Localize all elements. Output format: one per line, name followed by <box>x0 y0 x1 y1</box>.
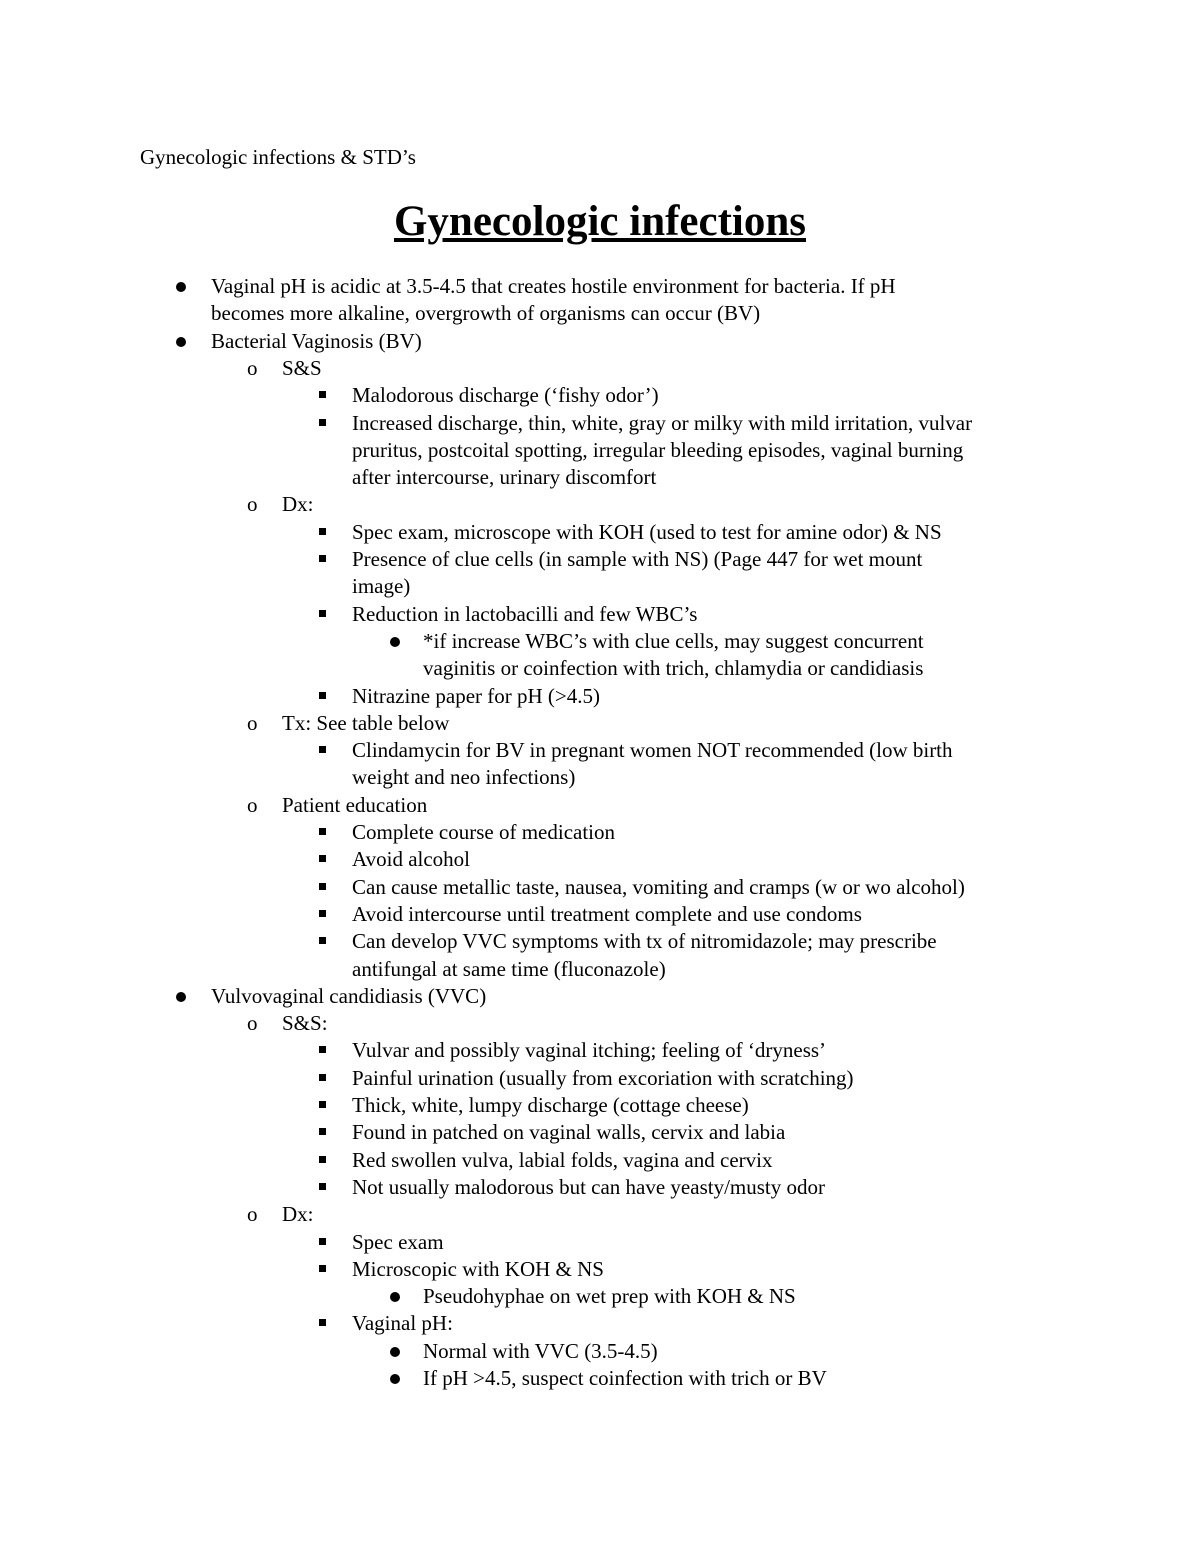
list-item-line <box>0 792 1200 819</box>
list-item-line <box>0 519 1200 546</box>
bullet-square-icon <box>319 391 326 398</box>
list-item-text: S&S <box>282 355 322 380</box>
bullet-dot-icon <box>390 1292 400 1302</box>
bullet-square-icon <box>319 937 326 944</box>
list-item-text: Red swollen vulva, labial folds, vagina and cervix <box>352 1147 773 1172</box>
list-item-text: Nitrazine paper for pH (>4.5) <box>352 683 600 708</box>
list-item-text: Microscopic with KOH & NS <box>352 1256 604 1281</box>
list-item-line <box>0 901 1200 928</box>
list-item-line <box>0 1365 1200 1392</box>
page-title: Gynecologic infections <box>393 198 807 245</box>
list-item-text: Presence of clue cells (in sample with NS) (Page 447 for wet mount <box>352 547 923 571</box>
list-item-text: Clindamycin for BV in pregnant women NOT recommended (low birth <box>352 738 953 763</box>
list-item-line <box>0 1065 1200 1092</box>
list-item-text: weight and neo infections) <box>352 765 576 790</box>
list-item-line <box>0 1010 1200 1037</box>
list-item-line <box>0 464 1200 491</box>
list-item-line <box>0 846 1200 873</box>
list-item-text: S&S: <box>282 1011 328 1036</box>
bullet-square-icon <box>319 419 326 426</box>
list-item-text: antifungal at same time (fluconazole) <box>352 956 666 981</box>
list-item-text: Can develop VVC symptoms with tx of nitromidazole; may prescribe <box>352 929 937 954</box>
list-item-text: Vaginal pH is acidic at 3.5-4.5 that creates hostile environment for bacteria. If pH <box>211 274 896 298</box>
list-item-line <box>0 601 1200 628</box>
bullet-square-icon <box>319 610 326 617</box>
list-item-line <box>0 683 1200 710</box>
list-item-line <box>0 928 1200 955</box>
list-item-text: *if increase WBC’s with clue cells, may suggest concurrent <box>423 628 924 653</box>
list-item-line <box>0 1310 1200 1337</box>
list-item-text: Increased discharge, thin, white, gray or milky with mild irritation, vulvar <box>352 410 973 435</box>
list-item-text: Normal with VVC (3.5-4.5) <box>423 1338 658 1363</box>
list-item-line <box>0 546 1200 573</box>
bullet-dot-icon <box>176 992 186 1002</box>
list-item-text: after intercourse, urinary discomfort <box>352 465 657 490</box>
list-item-text: Bacterial Vaginosis (BV) <box>211 328 422 353</box>
list-item-line <box>0 273 1200 300</box>
list-item-line <box>0 300 1200 327</box>
bullet-circle-icon: o <box>247 710 258 735</box>
list-item-text: image) <box>352 574 411 599</box>
bullet-dot-icon <box>176 337 186 347</box>
list-item-line <box>0 382 1200 409</box>
list-item-line <box>0 737 1200 764</box>
list-item-line <box>0 819 1200 846</box>
list-item-line <box>0 1283 1200 1310</box>
bullet-circle-icon: o <box>247 1202 258 1227</box>
list-item-line <box>0 355 1200 382</box>
list-item-text: Malodorous discharge (‘fishy odor’) <box>352 383 659 408</box>
list-item-text: Vulvovaginal candidiasis (VVC) <box>211 983 487 1008</box>
list-item-text: Vaginal pH: <box>352 1311 453 1336</box>
bullet-dot-icon <box>390 637 400 647</box>
list-item-text: pruritus, postcoital spotting, irregular bleeding episodes, vaginal burning <box>352 437 964 462</box>
list-item-text: Avoid intercourse until treatment complete and use condoms <box>352 901 862 926</box>
list-item-text: Dx: <box>282 492 314 517</box>
list-item-text: Thick, white, lumpy discharge (cottage cheese) <box>352 1093 749 1117</box>
bullet-square-icon <box>319 1265 326 1272</box>
list-item-line <box>0 655 1200 682</box>
list-item-line <box>0 410 1200 437</box>
list-item-line <box>0 764 1200 791</box>
list-item-line <box>0 1174 1200 1201</box>
list-item-line <box>0 1201 1200 1228</box>
bullet-circle-icon: o <box>247 1011 258 1036</box>
bullet-dot-icon <box>176 282 186 292</box>
list-item-text: Tx: See table below <box>282 710 450 735</box>
list-item-text: Spec exam <box>352 1229 444 1254</box>
bullet-dot-icon <box>390 1374 400 1384</box>
bullet-square-icon <box>319 746 326 753</box>
list-item-line <box>0 1119 1200 1146</box>
list-item-text: Avoid alcohol <box>352 847 471 872</box>
list-item-text: Vulvar and possibly vaginal itching; feeling of ‘dryness’ <box>352 1038 827 1063</box>
list-item-text: Painful urination (usually from excoriation with scratching) <box>352 1065 854 1090</box>
list-item-line <box>0 710 1200 737</box>
list-item-text: Spec exam, microscope with KOH (used to test for amine odor) & NS <box>352 519 942 544</box>
bullet-square-icon <box>319 1183 326 1190</box>
document-header: Gynecologic infections & STD’s <box>140 145 416 169</box>
bullet-dot-icon <box>390 1347 400 1357</box>
list-item-line <box>0 1037 1200 1064</box>
bullet-square-icon <box>319 1074 326 1081</box>
list-item-line <box>0 956 1200 983</box>
bullet-square-icon <box>319 555 326 562</box>
list-item-text: Complete course of medication <box>352 820 616 844</box>
bullet-square-icon <box>319 692 326 699</box>
list-item-text: Found in patched on vaginal walls, cervix and labia <box>352 1120 786 1145</box>
bullet-square-icon <box>319 1128 326 1135</box>
list-item-line <box>0 1338 1200 1365</box>
bullet-square-icon <box>319 1101 326 1108</box>
bullet-square-icon <box>319 1238 326 1245</box>
list-item-text: Dx: <box>282 1202 314 1227</box>
list-item-line <box>0 1147 1200 1174</box>
bullet-square-icon <box>319 855 326 862</box>
list-item-text: Pseudohyphae on wet prep with KOH & NS <box>423 1284 796 1309</box>
list-item-line <box>0 491 1200 518</box>
list-item-text: Can cause metallic taste, nausea, vomiting and cramps (w or wo alcohol) <box>352 874 965 899</box>
list-item-line <box>0 1256 1200 1283</box>
bullet-circle-icon: o <box>247 355 258 380</box>
list-item-text: If pH >4.5, suspect coinfection with trich or BV <box>423 1366 827 1390</box>
list-item-line <box>0 628 1200 655</box>
list-item-text: vaginitis or coinfection with trich, chlamydia or candidiasis <box>423 656 924 681</box>
list-item-line <box>0 573 1200 600</box>
bullet-circle-icon: o <box>247 492 258 517</box>
list-item-text: becomes more alkaline, overgrowth of organisms can occur (BV) <box>211 301 761 326</box>
list-item-line <box>0 437 1200 464</box>
list-item-text: Patient education <box>282 792 428 817</box>
list-item-line <box>0 874 1200 901</box>
bullet-square-icon <box>319 1156 326 1163</box>
list-item-line <box>0 1092 1200 1119</box>
bullet-square-icon <box>319 528 326 535</box>
bullet-square-icon <box>319 1319 326 1326</box>
list-item-text: Reduction in lactobacilli and few WBC’s <box>352 601 698 626</box>
list-item-text: Not usually malodorous but can have yeasty/musty odor <box>352 1174 826 1199</box>
bullet-square-icon <box>319 1046 326 1053</box>
list-item-line <box>0 983 1200 1010</box>
bullet-square-icon <box>319 910 326 917</box>
bullet-square-icon <box>319 883 326 890</box>
list-item-line <box>0 328 1200 355</box>
bullet-circle-icon: o <box>247 792 258 817</box>
bullet-square-icon <box>319 828 326 835</box>
list-item-line <box>0 1229 1200 1256</box>
